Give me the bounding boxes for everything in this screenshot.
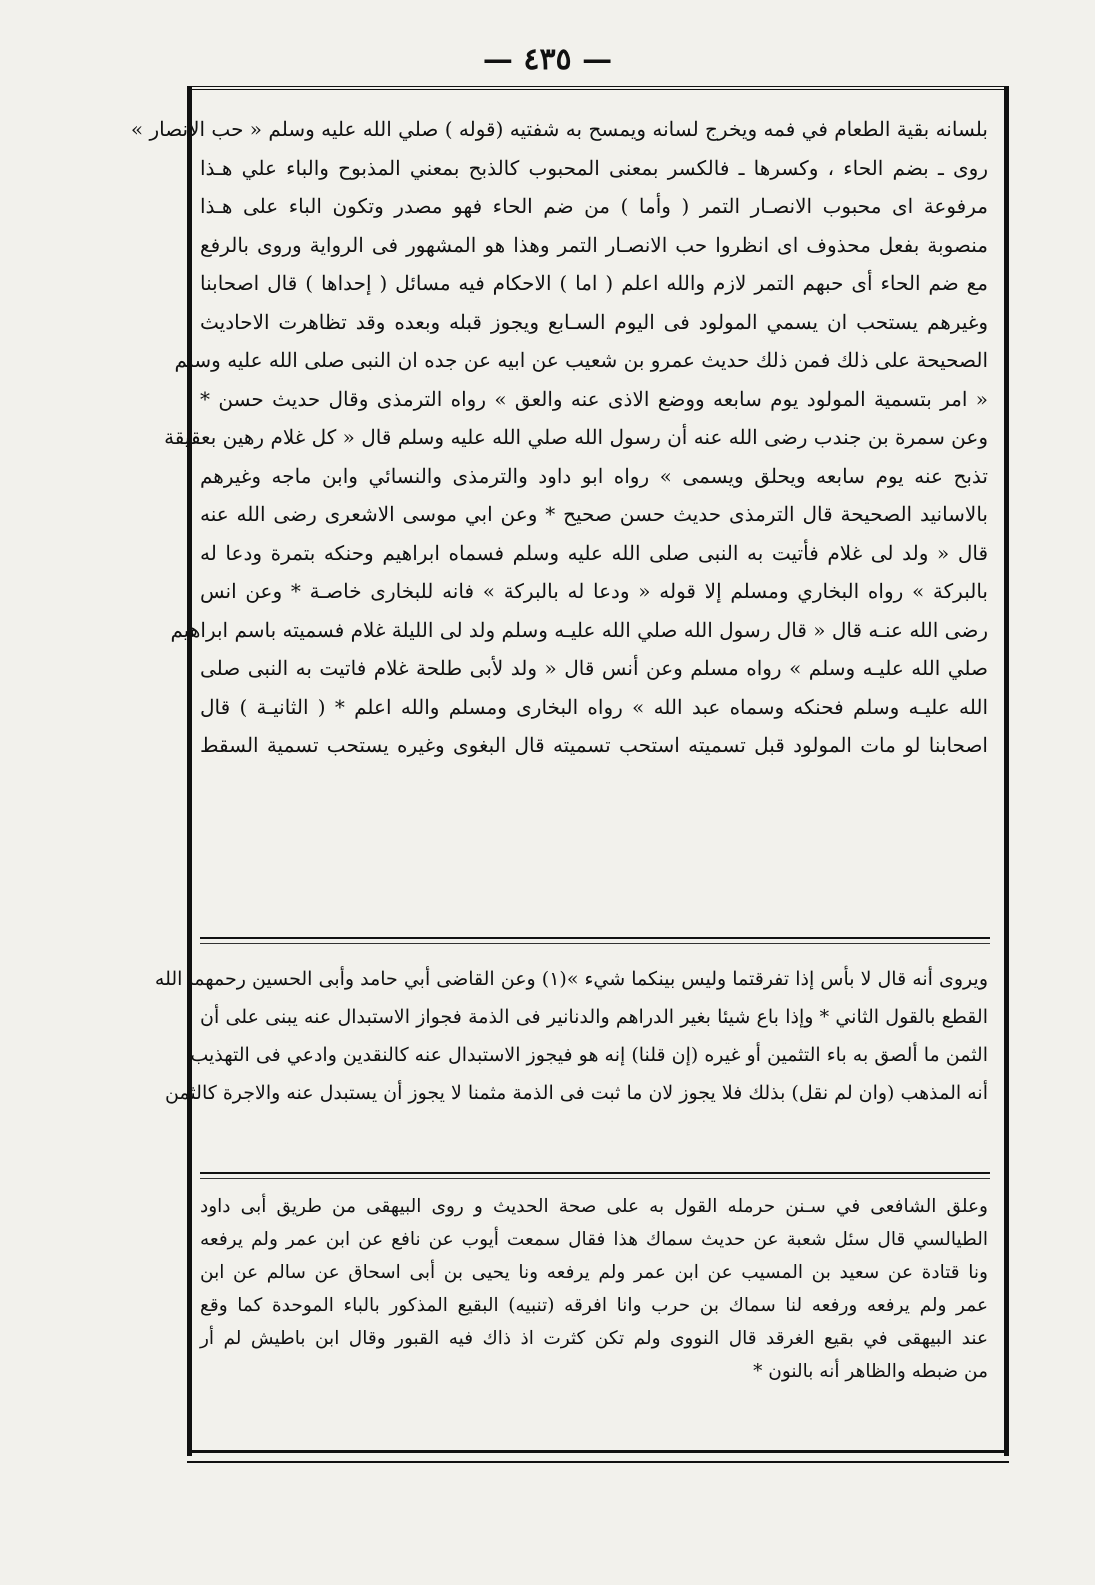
main-text-line: رضى الله عنـه قال « قال رسول الله صلي الله عليـه وسلم ولد لى الليلة غلام فسميته باسم ابراهيم — [170, 617, 988, 642]
section-divider — [200, 1178, 990, 1179]
main-text-line: مرفوعة اى محبوب الانصـار التمر ( وأما ) من ضم الحاء فهو مصدر وتكون الباء على هـذا — [200, 194, 988, 218]
main-text-line: روى ـ بضم الحاء ، وكسرها ـ فالكسر بمعنى المحبوب كالذبح بمعني المذبوح والباء علي هـذا — [200, 155, 988, 180]
footnote-line: القطع بالقول الثاني * وإذا باع شيئا بغير الدراهم والدنانير فى الذمة فجواز الاستبدال عنه يبنى على أن — [200, 1006, 988, 1028]
main-text-line: بالاسانيد الصحيحة قال الترمذى حديث حسن صحيح * وعن ابي موسى الاشعرى رضى الله عنه — [200, 502, 988, 526]
footnote-block-1 — [154, 960, 988, 1112]
page-number: — ٤٣٥ — — [482, 42, 613, 77]
footnote-line: عند البيهقى في بقيع الغرقد قال النووى ولم تكن كثرت اذ ذاك فيه القبور وقال ابن باطيش لم أر — [200, 1328, 988, 1349]
footnote-line last-line: من ضبطه والظاهر أنه بالنون * — [753, 1361, 988, 1382]
main-text-line: بالبركة » رواه البخاري ومسلم إلا قوله « ودعا له بالبركة » فانه للبخارى خاصـة * وعن انس — [200, 579, 988, 603]
main-text-line: وعن سمرة بن جندب رضى الله عنه أن رسول الله صلي الله عليه وسلم قال « كل غلام رهين بعقيقة — [164, 425, 988, 449]
footnote-line: الطيالسي قال سئل شعبة عن حديث سماك هذا فقال سمعت أيوب عن نافع عن ابن عمر ولم يرفعه — [200, 1229, 988, 1250]
bottom-border-rule — [187, 1450, 1009, 1463]
main-text-line: وغيرهم يستحب ان يسمي المولود فى اليوم السـابع ويجوز قبله وبعده وقد تظاهرت الاحاديث — [200, 309, 988, 334]
main-text-line: مع ضم الحاء أى حبهم التمر لازم والله اعلم ( اما ) الاحكام فيه مسائل ( إحداها ) قال اصحابنا — [200, 271, 988, 295]
main-text-line: صلي الله عليـه وسلم » رواه مسلم وعن أنس قال « ولد لأبى طلحة غلام فاتيت به النبى صلى — [200, 656, 988, 680]
footnote-line: وعلق الشافعى في سـنن حرمله القول به على صحة الحديث و روى البيهقى من طريق أبى داود — [200, 1196, 988, 1217]
footnote-line: أنه المذهب (وان لم نقل) بذلك فلا يجوز لان ما ثبت فى الذمة مثمنا لا يجوز أن يستبدل عنه والاجرة كالثمن — [164, 1082, 988, 1104]
main-text-line: قال « ولد لى غلام فأتيت به النبى صلى الله عليه وسلم فسماه ابراهيم وحنكه بتمرة ودعا له — [200, 540, 989, 565]
section-divider — [200, 943, 990, 944]
footnote-line: عمر ولم يرفعه ورفعه لنا سماك بن حرب وانا افرقه (تنبيه) البقيع المذكور بالباء الموحدة كما وقع — [200, 1295, 988, 1316]
main-text-block — [130, 110, 989, 765]
footnote-block-2 — [200, 1190, 988, 1388]
footnote-line: ويروى أنه قال لا بأس إذا تفرقتما وليس بينكما شيء »(١) وعن القاضى أبي حامد وأبى الحسين رحمهما الله — [154, 968, 988, 990]
main-text-line: الله عليـه وسلم فحنكه وسماه عبد الله » رواه البخارى ومسلم والله اعلم * ( الثانيـة ) قال — [200, 694, 988, 719]
main-text-line: الصحيحة على ذلك فمن ذلك حديث عمرو بن شعيب عن ابيه عن جده ان النبى صلى الله عليه وسلم — [174, 348, 988, 372]
main-text-line: اصحابنا لو مات المولود قبل تسميته استحب تسميته قال البغوى وغيره يستحب تسمية السقط — [200, 733, 988, 757]
main-text-line: منصوبة بفعل محذوف اى انظروا حب الانصـار التمر وهذا هو المشهور فى الرواية وروى بالرفع — [200, 232, 988, 257]
main-text-line: « امر بتسمية المولود يوم سابعه ووضع الاذى عنه والعق » رواه الترمذى وقال حديث حسن * — [200, 386, 988, 411]
main-text-line: بلسانه بقية الطعام في فمه ويخرج لسانه ويمسح به شفتيه (قوله ) صلي الله عليه وسلم « حب الانصار » — [130, 117, 988, 141]
main-text-line: تذبح عنه يوم سابعه ويحلق ويسمى » رواه ابو داود والترمذى والنسائي وابن ماجه وغيرهم — [200, 463, 988, 488]
footnote-line: ونا قتادة عن سعيد بن المسيب عن ابن عمر ولم يرفعه ونا يحيى بن أبى اسحاق عن سالم عن ابن — [200, 1262, 988, 1283]
section-divider — [200, 937, 990, 939]
footnote-line: الثمن ما ألصق به باء التثمين أو غيره (إن قلنا) إنه هو فيجوز الاستبدال عنه كالنقدين وادعي فى التهذيب — [190, 1044, 988, 1066]
section-divider — [200, 1172, 990, 1174]
